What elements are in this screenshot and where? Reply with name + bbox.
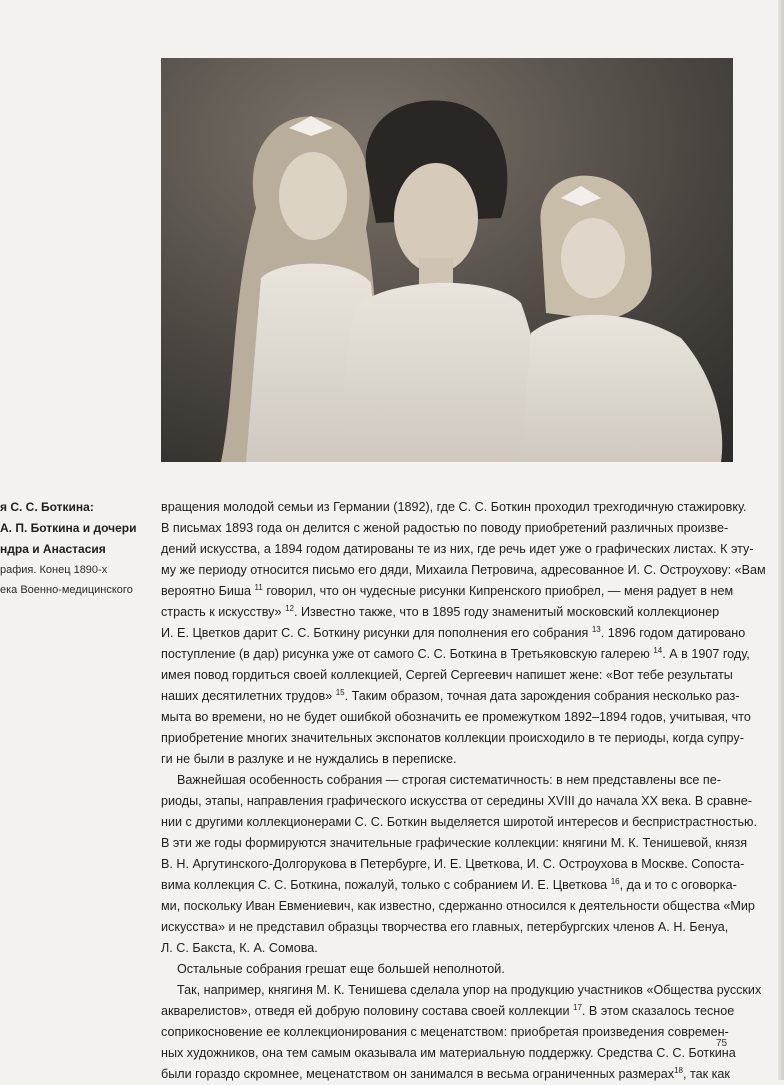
- text-fragment: вероятно Биша: [161, 584, 255, 598]
- text-fragment: . В этом сказалось тесное: [581, 1004, 735, 1018]
- text-line: приобретение многих значительных экспонатов коллекции происходило в те периоды, когда супру-: [161, 731, 744, 745]
- text-line: мыта во времени, но не будет ошибкой обозначить ее промежутком 1892–1894 годов, учитывая, что: [161, 710, 751, 724]
- text-fragment: вима коллекция С. С. Боткина, пожалуй, только с собранием И. Е. Цветкова: [161, 878, 611, 892]
- text-line: [161, 1064, 733, 1085]
- text-fragment: И. Е. Цветков дарит С. С. Боткину рисунки для пополнения его собрания: [161, 626, 592, 640]
- text-line: соприкосновение ее коллекционирования с меценатством: приобретая произведения современ-: [161, 1025, 729, 1039]
- footnote-ref: 11: [254, 582, 263, 592]
- caption-line: А. П. Боткина и дочери: [0, 521, 137, 535]
- text-line: [161, 686, 740, 707]
- article-body: [161, 497, 766, 1085]
- text-line: нии с другими коллекционерами С. С. Боткин выделяется широтой интересов и беспристрастностью.: [161, 815, 757, 829]
- text-line: Остальные собрания грешат еще большей неполнотой.: [177, 962, 505, 976]
- footnote-ref: 15: [335, 687, 345, 697]
- text-fragment: были гораздо скромнее, меценатством он занимался в весьма ограниченных размерах: [161, 1067, 675, 1081]
- text-line: В письмах 1893 года он делится с женой радостью по поводу приобретений различных произве-: [161, 521, 729, 535]
- text-line: В. Н. Аргутинского-Долгорукова в Петербурге, И. Е. Цветкова, И. С. Остроухова в Москве. Сопоста-: [161, 857, 745, 871]
- text-line: [161, 602, 733, 623]
- footnote-ref: 17: [573, 1002, 582, 1012]
- text-line: [161, 875, 737, 896]
- text-line: ми, поскольку Иван Евмениевич, как известно, сдержанно относился к деятельности общества «Мир: [161, 899, 755, 913]
- text-line: риоды, этапы, направления графического искусства от середины XVIII до начала XX века. В сравне-: [161, 794, 752, 808]
- text-line: имея повод гордиться своей коллекцией, Сергей Сергеевич напишет жене: «Вот тебе результаты: [161, 668, 733, 682]
- text-fragment: . А в 1907 году,: [662, 647, 750, 661]
- photo-caption: [0, 497, 150, 600]
- text-line: му же периоду относится письмо его дяди, Михаила Петровича, адресованное И. С. Остроухову: «Вам: [161, 563, 766, 577]
- text-fragment: страсть к искусству»: [161, 605, 286, 619]
- portrait-illustration: [161, 58, 733, 462]
- text-line: [161, 1001, 733, 1022]
- text-fragment: говорил, что он чудесные рисунки Кипренского приобрел, — меня радует в нем: [262, 584, 734, 598]
- text-line: Важнейшая особенность собрания — строгая систематичность: в нем представлены все пе-: [177, 773, 721, 787]
- footnote-ref: 13: [591, 624, 601, 634]
- footnote-ref: 12: [285, 603, 294, 613]
- caption-line: ека Военно-медицинского: [0, 584, 133, 596]
- text-fragment: поступление (в дар) рисунка уже от самого С. С. Боткина в Третьяковскую галерею: [161, 647, 654, 661]
- text-line: [161, 644, 750, 665]
- text-line: Л. С. Бакста, К. А. Сомова.: [161, 941, 318, 955]
- text-line: дений искусства, а 1894 годом датированы те из них, где речь идет уже о графических листах. К эту-: [161, 542, 754, 556]
- text-fragment: , так как: [682, 1067, 730, 1081]
- caption-line: рафия. Конец 1890-х: [0, 564, 108, 576]
- text-line: В эти же годы формируются значительные графические коллекции: княгини М. К. Тенишевой, князя: [161, 836, 748, 850]
- caption-line: ндра и Анастасия: [0, 542, 106, 556]
- text-fragment: акварелистов», отведя ей добрую половину состава своей коллекции: [161, 1004, 574, 1018]
- text-line: ги не были в разлуке и не нуждались в переписке.: [161, 752, 457, 766]
- text-line: [161, 581, 733, 602]
- text-fragment: . 1896 годом датировано: [600, 626, 746, 640]
- text-fragment: , да и то с оговорка-: [619, 878, 737, 892]
- text-line: Так, например, княгиня М. К. Тенишева сделала упор на продукцию участников «Общества русских: [177, 983, 762, 997]
- footnote-ref: 16: [610, 876, 620, 886]
- footnote-ref: 14: [653, 645, 663, 655]
- text-fragment: наших десятилетних трудов»: [161, 689, 336, 703]
- caption-line: я С. С. Боткина:: [0, 500, 94, 514]
- page-number: 75: [716, 1038, 728, 1049]
- text-fragment: . Таким образом, точная дата зарождения собрания несколько раз-: [344, 689, 740, 703]
- text-line: искусства» и не представил образцы творчества его главных, петербургских членов А. Н. Бенуа,: [161, 920, 729, 934]
- footnote-ref: 18: [674, 1065, 683, 1075]
- text-fragment: . Известно также, что в 1895 году знаменитый московский коллекционер: [293, 605, 720, 619]
- text-line: вращения молодой семьи из Германии (1892), где С. С. Боткин проходил трехгодичную стажировку.: [161, 500, 747, 514]
- family-portrait-photo: [161, 58, 733, 462]
- text-line: ных художников, она тем самым оказывала им материальную поддержку. Средства С. С. Боткина: [161, 1046, 736, 1060]
- page-edge: [778, 0, 784, 1080]
- text-line: [161, 623, 746, 644]
